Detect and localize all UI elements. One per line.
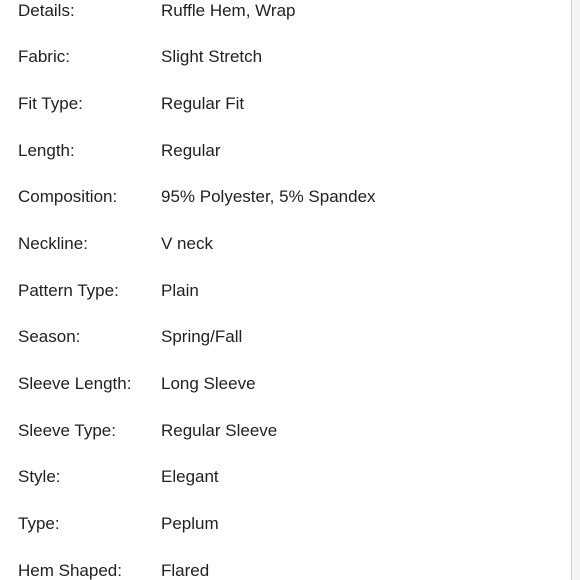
spec-value: Regular (161, 141, 221, 160)
spec-value: Elegant (161, 467, 219, 486)
spec-value: Peplum (161, 514, 219, 533)
spec-row-pattern-type (0, 280, 571, 310)
spec-row-sleeve-type (0, 420, 571, 450)
spec-value: Ruffle Hem, Wrap (161, 1, 296, 20)
spec-row-type (0, 513, 571, 543)
spec-label: Length: (18, 141, 75, 160)
spec-label: Neckline: (18, 234, 88, 253)
spec-value: Regular Sleeve (161, 421, 278, 440)
spec-value: Spring/Fall (161, 327, 243, 346)
spec-value: Slight Stretch (161, 47, 263, 66)
spec-value: 95% Polyester, 5% Spandex (161, 187, 376, 206)
spec-label: Hem Shaped: (18, 561, 122, 580)
spec-label: Type: (18, 514, 60, 533)
spec-row-sleeve-length (0, 373, 571, 403)
spec-value: Flared (161, 561, 210, 580)
spec-row-composition (0, 186, 571, 216)
spec-row-season (0, 326, 571, 356)
spec-label: Sleeve Type: (18, 421, 116, 440)
spec-row-hem-shaped (0, 560, 571, 580)
spec-label: Style: (18, 467, 61, 486)
spec-value: V neck (161, 234, 213, 253)
spec-label: Season: (18, 327, 81, 346)
spec-row-fabric (0, 46, 571, 76)
spec-row-style (0, 466, 571, 496)
spec-label: Details: (18, 1, 75, 20)
spec-value: Long Sleeve (161, 374, 256, 393)
spec-value: Plain (161, 281, 199, 300)
spec-label: Sleeve Length: (18, 374, 132, 393)
spec-row-neckline (0, 233, 571, 263)
spec-row-details (0, 0, 571, 30)
spec-row-fit-type (0, 93, 571, 123)
spec-label: Fit Type: (18, 94, 83, 113)
spec-label: Composition: (18, 187, 118, 206)
spec-value: Regular Fit (161, 94, 245, 113)
right-edge-strip (572, 0, 580, 580)
spec-label: Fabric: (18, 47, 70, 66)
spec-label: Pattern Type: (18, 281, 119, 300)
spec-row-length (0, 140, 571, 170)
